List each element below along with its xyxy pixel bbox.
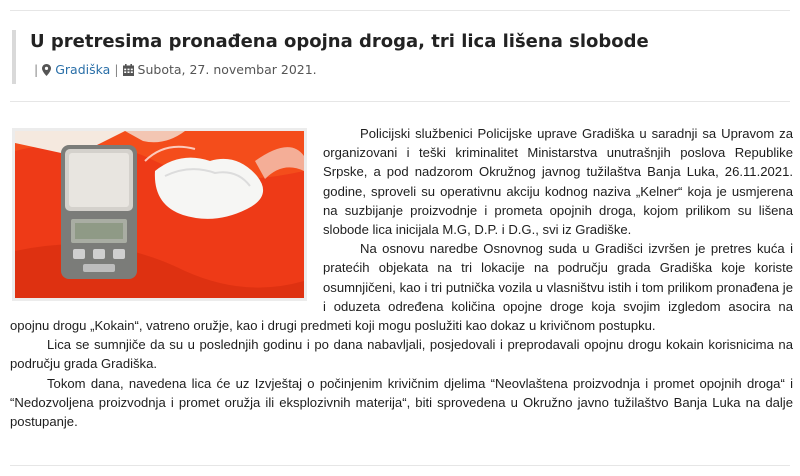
- map-marker-icon: [42, 64, 51, 76]
- article-paragraph: Lica se sumnjiče da su u poslednjih godinu i po dana nabavljali, posjedovali i preprodavali opojnu drogu kokain korisnicima na području grada Gradiška.: [10, 337, 793, 372]
- article-body: [10, 124, 793, 431]
- publish-date: Subota, 27. novembar 2021.: [137, 62, 317, 77]
- meta-separator: |: [34, 62, 39, 77]
- footer-divider: [10, 465, 790, 466]
- article-title: U pretresima pronađena opojna droga, tri lica lišena slobode: [30, 31, 649, 52]
- meta-separator: |: [114, 62, 119, 77]
- article-paragraph: Policijski službenici Policijske uprave Gradiška u saradnji sa Upravom za organizovani i teški kriminalitet Ministarstva unutrašnjih poslova Republike Srpske, a pod nadzorom Okružnog javnog tužilaštva Banja Luka, 26.11.2021. godine, sproveli su operativnu akciju kodnog naziva „Kelner“ koja je usmjerena na suzbijanje proizvodnje i prometa opojnih droga, kojom prilikom su lišena slobode lica inicijala M.G, D.P. i D.G., svi iz Gradiške.: [323, 126, 793, 238]
- article-paragraph: Na osnovu naredbe Osnovnog suda u Gradišci izvršen je pretres kuća i pratećih objekata na tri lokacije na području grada Gradiška koje koriste osumnjičeni, kao i tri putnička vozila u vlasništvu istih i tom prilikom pronađena je i oduzeta određena količina opojne droge koja svojim izgledom asocira na opojnu drogu „Kokain“, vatreno oružje, kao i drugi predmeti koji mogu poslužiti kao dokaz u krivičnom postupku.: [10, 241, 793, 334]
- article-meta: [30, 62, 782, 77]
- location-link[interactable]: Gradiška: [55, 62, 111, 77]
- top-divider: [10, 10, 790, 11]
- calendar-icon: [123, 64, 134, 76]
- article-photo: [12, 128, 307, 301]
- article-header: [12, 30, 782, 84]
- header-divider: [10, 101, 790, 102]
- article-paragraph: Tokom dana, navedena lica će uz Izvještaj o počinjenim krivičnim djelima “Neovlaštena proizvodnja i promet opojnih droga“ i “Nedozvoljena proizvodnja i promet oružja ili eksplozivnih materija“, biti sprovedena u Okružno javno tužilaštvo Banja Luka na dalje postupanje.: [10, 375, 793, 430]
